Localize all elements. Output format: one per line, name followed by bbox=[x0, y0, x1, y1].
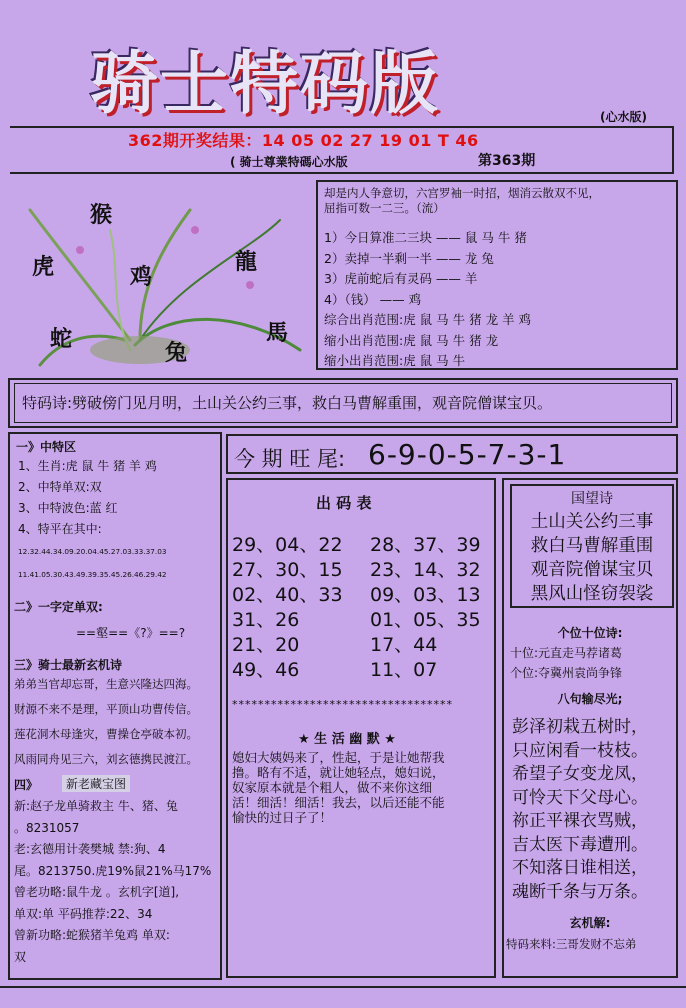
s1-item: 1、生肖:虎 鼠 牛 猪 羊 鸡 bbox=[18, 459, 157, 473]
code-cell: 17、44 bbox=[370, 634, 438, 656]
s4-line: 新:赵子龙单骑救主 牛、猪、兔 bbox=[14, 799, 178, 813]
humor-title: ★ 生 活 幽 默 ★ bbox=[298, 732, 396, 747]
s4-line: 曾老功略:鼠牛龙 。玄机字[道], bbox=[14, 885, 180, 899]
zodiac-tiger: 虎 bbox=[32, 254, 55, 280]
edition-tag: (心水版) bbox=[600, 110, 647, 124]
riddle-intro-line: 屈指可数一二三。（流） bbox=[324, 201, 445, 215]
subtitle: ( 骑士尊業特碼心水版 bbox=[230, 155, 348, 169]
eight-line: 祢正平裸衣骂贼， bbox=[512, 811, 648, 831]
eight-lines-title: 八句输尽光; bbox=[557, 692, 623, 706]
code-cell: 27、30、15 bbox=[232, 559, 343, 581]
guowang-poem-title: 国望诗 bbox=[571, 491, 613, 507]
riddle-intro-line: 却是内人争意切，六宫罗袖一时招，烟消云散双不见， bbox=[324, 186, 600, 200]
zodiac-rooster: 鸡 bbox=[130, 264, 153, 290]
digit-units: 个位:夺冀州袁尚争锋 bbox=[510, 666, 623, 680]
s1-item: 3、中特波色:蓝 红 bbox=[18, 501, 118, 515]
riddle-line: 3）虎前蛇后有灵码 —— 羊 bbox=[324, 271, 478, 286]
s4-line: 尾。8213750.虎19%鼠21%马17% bbox=[14, 863, 212, 878]
s3-line: 弟弟当官却忘哥，生意兴隆达四海。 bbox=[14, 677, 198, 691]
eight-line: 只应闲看一枝枝。 bbox=[512, 740, 648, 761]
s4-line: 双 bbox=[14, 949, 27, 964]
code-cell: 49、46 bbox=[232, 659, 300, 681]
result-line: 362期开奖结果：14 05 02 27 19 01 T 46 bbox=[128, 131, 479, 150]
section3-title: 三》骑士最新玄机诗 bbox=[14, 658, 123, 672]
num-row-1: 12.32.44.34.09.20.04.45.27.03.33.37.03 bbox=[18, 547, 167, 556]
code-table-col2 bbox=[370, 533, 481, 683]
digit-tens: 十位:元直走马荐诸葛 bbox=[510, 646, 623, 660]
code-cell: 11、07 bbox=[370, 659, 438, 681]
zodiac-horse: 馬 bbox=[266, 320, 289, 346]
s1-item: 2、中特单双:双 bbox=[18, 480, 102, 494]
guowang-poem-lines bbox=[510, 510, 674, 606]
code-cell: 01、05、35 bbox=[370, 609, 481, 631]
code-cell: 21、20 bbox=[232, 634, 300, 656]
zodiac-dragon: 龍 bbox=[235, 249, 258, 275]
section4-badge: 新老藏宝图 bbox=[62, 775, 130, 792]
s4-line: 老:玄德用计袭樊城 禁:狗、4 bbox=[14, 842, 166, 856]
s3-line: 莲花洞木母逢灾，曹操仓亭破本初。 bbox=[14, 727, 198, 741]
riddle-line: 1）今日算准二三块 —— 鼠 马 牛 猪 bbox=[324, 230, 527, 245]
code-cell: 31、26 bbox=[232, 609, 300, 631]
zodiac-art bbox=[20, 190, 310, 370]
humor-line: 活！细活！细活！我去，以后还能不能 bbox=[232, 795, 445, 810]
humor-line: 奴家原本就是个粗人，做不来你这细 bbox=[232, 780, 433, 795]
code-cell: 29、04、22 bbox=[232, 534, 343, 556]
riddle-line: 缩小出肖范围:虎 鼠 马 牛 bbox=[324, 353, 466, 368]
s3-line: 风雨同舟见三六，刘玄德携民渡江。 bbox=[14, 752, 198, 766]
code-cell: 02、40、33 bbox=[232, 584, 343, 606]
humor-line: 愉快的过日子了！ bbox=[232, 810, 333, 825]
guowang-poem-line: 观音院僧谋宝贝 bbox=[530, 560, 654, 580]
eight-line: 希望子女变龙凤， bbox=[512, 764, 648, 784]
code-cell: 09、03、13 bbox=[370, 584, 481, 606]
riddle-lines bbox=[324, 228, 531, 372]
eight-line: 吉太医下毒遭刑。 bbox=[512, 834, 648, 855]
riddle-line: 4）（钱） —— 鸡 bbox=[324, 291, 422, 307]
riddle-line: 缩小出肖范围:虎 鼠 马 牛 猪 龙 bbox=[324, 332, 499, 348]
poem-text: 特码诗:劈破傍门见月明，土山关公约三事，救白马曹解重围，观音院僧谋宝贝。 bbox=[22, 394, 553, 412]
tail-value: 6-9-0-5-7-3-1 bbox=[368, 438, 567, 471]
guowang-poem-line: 救白马曹解重围 bbox=[530, 536, 654, 556]
section1-title: 一》中特区 bbox=[16, 440, 77, 454]
humor-line: 撸。略有不适，就让她轻点，媳妇说， bbox=[232, 765, 445, 780]
num-row-2: 11.41.05.30.43.49.39.35.45.26.46.29.42 bbox=[18, 570, 167, 579]
section3-lines bbox=[14, 672, 198, 772]
eight-lines bbox=[512, 716, 648, 904]
code-table-col1 bbox=[232, 533, 343, 683]
eight-line: 可怜天下父母心。 bbox=[512, 787, 648, 808]
guowang-poem-line: 土山关公约三事 bbox=[530, 512, 654, 532]
s4-line: 。8231057 bbox=[14, 820, 80, 835]
section1-items bbox=[18, 456, 157, 540]
section4-title: 四》 bbox=[14, 778, 39, 792]
riddle-intro bbox=[324, 186, 600, 216]
section4-lines bbox=[14, 796, 211, 968]
s1-item: 4、特平在其中: bbox=[18, 522, 102, 536]
riddle-answer-text: 特码来料:三哥发财不忘弟 bbox=[506, 937, 637, 951]
zodiac-snake: 蛇 bbox=[50, 326, 73, 352]
riddle-answer-title: 玄机解: bbox=[569, 916, 611, 930]
s4-line: 曾新功略:蛇猴猪羊兔鸡 单双: bbox=[14, 928, 170, 942]
bottom-divider bbox=[0, 986, 686, 988]
star-divider: ********************************** bbox=[232, 698, 453, 711]
riddle-line: 综合出肖范围:虎 鼠 马 牛 猪 龙 羊 鸡 bbox=[324, 312, 532, 327]
s4-line: 单双:单 平码推荐:22、34 bbox=[14, 906, 153, 921]
code-table-title: 出 码 表 bbox=[316, 494, 372, 512]
tail-label: 今 期 旺 尾: bbox=[234, 447, 346, 471]
riddle-line: 2）卖掉一半剩一半 —— 龙 兔 bbox=[324, 250, 494, 266]
eight-line: 魂断千条与万条。 bbox=[512, 881, 648, 902]
zodiac-rabbit: 兔 bbox=[165, 340, 188, 366]
section2-title: 二》一字定单双: bbox=[14, 600, 103, 614]
digit-poem-title: 个位十位诗: bbox=[557, 626, 623, 640]
humor-lines bbox=[232, 750, 445, 825]
code-cell: 23、14、32 bbox=[370, 559, 481, 581]
s3-line: 财源不来不是理，平顶山功曹传信。 bbox=[14, 702, 198, 716]
humor-line: 媳妇大姨妈来了，性起，于是让她帮我 bbox=[232, 750, 445, 765]
section2-text: ==壑==《?》==? bbox=[76, 626, 186, 640]
zodiac-monkey: 猴 bbox=[90, 202, 113, 228]
issue-number: 第363期 bbox=[478, 153, 536, 169]
eight-line: 彭泽初栽五树时， bbox=[512, 717, 648, 737]
code-cell: 28、37、39 bbox=[370, 534, 481, 556]
guowang-poem-line: 黑风山怪窃袈裟 bbox=[530, 584, 654, 604]
page-title: 骑士特码版 bbox=[90, 44, 441, 124]
eight-line: 不知落日谁相送， bbox=[512, 858, 648, 878]
